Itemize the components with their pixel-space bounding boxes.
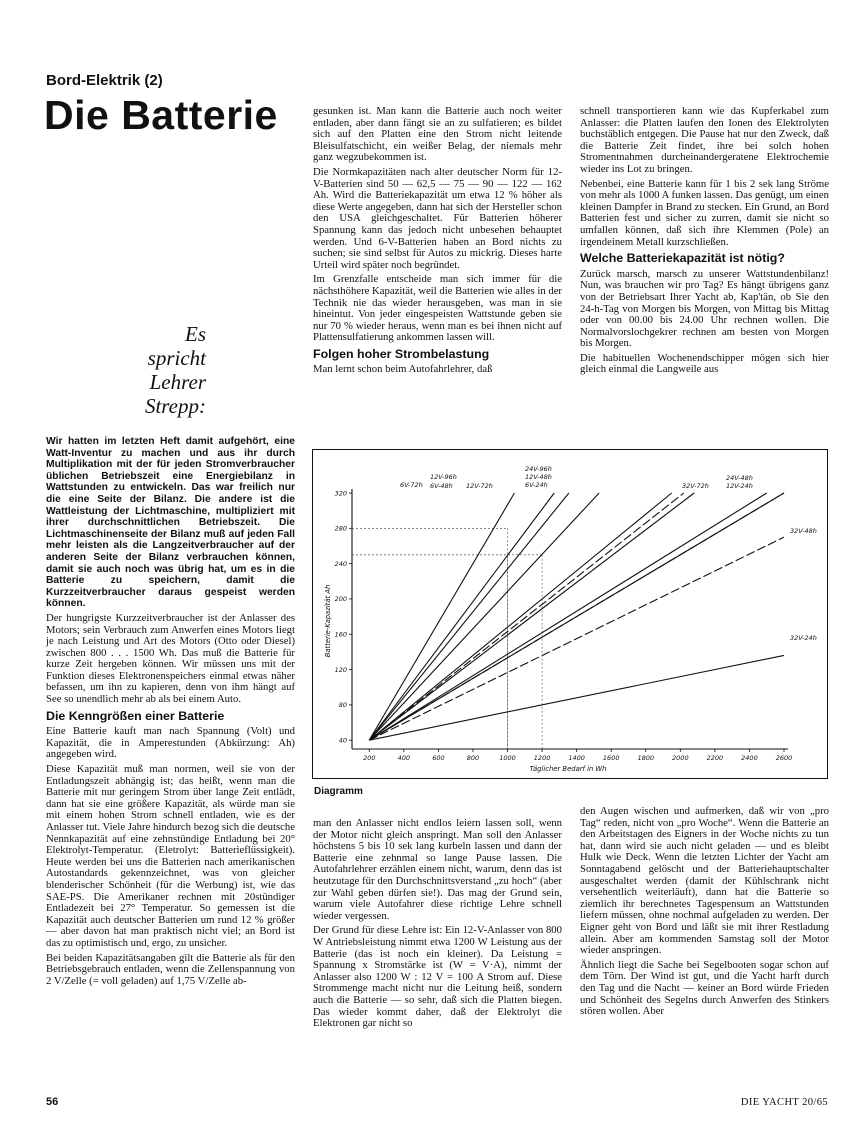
series-label: 24V-96h: [525, 465, 552, 473]
subheading: Welche Batteriekapazität ist nötig?: [580, 251, 785, 266]
series-label: 24V-48h: [726, 474, 753, 482]
pull-quote-line: Strepp:: [144, 394, 206, 418]
paragraph: Ähnlich liegt die Sache bei Segelbooten sogar schon auf dem Törn. Der Wind ist gut, und die Yacht harft durch den Tag und die Nacht — keiner an Bord würde Frieden und Schönheit des Segelns durch Anwerfen des Stinkers stören wollen. Aber: [580, 958, 829, 1018]
paragraph: schnell transportieren kann wie das Kupferkabel zum Anlasser: die Platten laufen den Ionen des Elektrolyten buchstäblich entgegen. Die Pause hat nur den Zweck, daß die Batterie Zeit findet, ihre bei solch hohen Stromentnahmen durcheinandergeratene Elektrochemie wieder ins Lot zu bringen.: [580, 105, 829, 175]
x-tick-label: 1600: [602, 754, 620, 762]
paragraph: gesunken ist. Man kann die Batterie auch noch weiter entladen, aber dann fängt sie an zu sulfatieren; es bildet sich auf den Platten eine den Strom nicht leitende Bleisulfatschicht, ein weißer Belag, der niemals mehr ganz wegzubekommen ist.: [313, 105, 562, 164]
series-label: 32V-72h: [682, 482, 709, 490]
column-1: [46, 436, 295, 990]
series-label: 12V-48h: [525, 473, 552, 481]
pull-quote-line: Es: [185, 322, 206, 346]
paragraph: Zurück marsch, marsch zu unserer Wattstundenbilanz! Nun, was brauchen wir pro Tag? Es hängt übrigens ganz von der Betriebsart Ihrer Yacht ab, Kap'tän, ob Sie den 24-h-Tag von Morgen bis Morgen, von Mittag bis Mittag oder von 00.00 bis 24.00 Uhr rechnen wollen. Die Normalvorslochgekrer rechnen am besten von Morgen bis Morgen.: [580, 267, 829, 350]
y-tick-label: 240: [334, 559, 347, 568]
series-label: 12V-96h: [430, 473, 457, 481]
paragraph: Eine Batterie kauft man nach Spannung (Volt) und Kapazität, die in Amperestunden (Abkürzung: Ah) angegeben wird.: [46, 725, 295, 761]
series-label: 32V-24h: [790, 634, 817, 642]
x-tick-label: 1800: [637, 754, 655, 762]
paragraph: Im Grenzfalle entscheide man sich immer für die nächsthöhere Kapazität, weil die Batterien wie alles in der Technik nie das wieder herausgeben, was man in sie hineintut. Von jeder eingespeisten Wattstunde geben sie nur 70 % wieder heraus, wenn man es bei ihnen nicht auf Plattensulfatierung ankommen lassen will.: [313, 273, 562, 344]
battery-capacity-chart: [312, 449, 828, 779]
publication-footer: DIE YACHT 20/65: [740, 1097, 828, 1108]
x-axis-label: Täglicher Bedarf in Wh: [529, 765, 607, 773]
series-label: 6V-48h: [430, 482, 453, 490]
y-tick-label: 120: [334, 665, 347, 674]
x-tick-label: 400: [397, 754, 411, 762]
y-tick-label: 200: [334, 595, 347, 604]
subheading: Folgen hoher Strombelastung: [313, 346, 490, 361]
x-tick-label: 2200: [706, 754, 724, 762]
series-label: 12V-24h: [726, 482, 753, 490]
paragraph: den Augen wischen und aufmerken, daß wir von „pro Tag“ reden, nicht von „pro Woche“. Wenn die Batterie an den Arbeitstagen des Eigners in der Woche nichts zu tun hat, dann wird sie auch nicht geladen — und es bleibt Hulk wie Deck. Wenn die letzten Lichter der Yacht am Sonntagabend gelöscht und der Batteriehauptschalter ausgeschaltet werden (damit der Kühlschrank nicht versehentlich weiterläuft), dann hat die Batterie so ziemlich ihr berechnetes Tagespensum an Wattstunden liefern müssen, ohne nochmal aufgeladen zu werden. Der Eigner geht von Bord und läßt sie mit ihrer Restladung allein. Aber am kommenden Samstag soll der Motor wieder anspringen.: [580, 805, 829, 957]
series-label: 12V-72h: [466, 482, 493, 490]
paragraph: Der hungrigste Kurzzeitverbraucher ist der Anlasser des Motors; sein Verbrauch zum Anwerfen eines Motors liegt je nach Leistung und Art des Motors (Otto oder Diesel) zwischen 800 . . . 1500 Wh. Das muß die Batterie für kurze Zeit hergeben können. Wir müssen uns mit der Funktion dieses Elektronenspeichers einmal etwas näher befassen, um ihn zu kapieren, denn von ihm hängt auf See so unendlich mehr ab als bei einem Auto.: [46, 611, 295, 706]
y-tick-label: 320: [334, 489, 347, 498]
x-tick-label: 200: [363, 754, 376, 762]
y-axis-label: Batterie-Kapazität Ah: [324, 584, 332, 658]
series-label: 32V-48h: [790, 527, 817, 535]
x-tick-label: 1400: [568, 754, 585, 762]
column-3: [580, 106, 829, 379]
section-kicker: Bord-Elektrik (2): [46, 72, 163, 89]
paragraph: Bei beiden Kapazitätsangaben gilt die Batterie als für den Betriebsgebrauch entladen, wenn die Zellenspannung von 2 V/Zelle (= voll geladen) auf 1,75 V/Zelle ab-: [46, 951, 295, 987]
subheading: Die Kenngrößen einer Batterie: [46, 708, 225, 723]
chart-frame: [313, 450, 828, 779]
y-tick-label: 160: [334, 630, 347, 639]
figure-caption: Diagramm: [314, 786, 363, 797]
paragraph: Man lernt schon beim Autofahrlehrer, daß: [313, 363, 493, 376]
paragraph: Die Normkapazitäten nach alter deutscher Norm für 12-V-Batterien sind 50 — 62,5 — 75 — 90 — 122 — 162 Ah. Wird die Batteriekapazität um etwa 12 % höher als diese Werte angegeben, dann hat sich der Hersteller schon den USA gleichgeschaltet. Für Batterien höherer Spannung kann das jedoch nicht unbesehen behauptet werden. Und 6-V-Batterien haben an Bord nichts zu suchen; sie sind selbst für Autos zu mickrig. Dieses harte Urteil wird später noch begründet.: [313, 165, 562, 271]
page-number: 56: [46, 1096, 59, 1108]
series-label: 6V-24h: [525, 481, 548, 489]
pull-quote: [134, 322, 206, 418]
paragraph: Diese Kapazität muß man normen, weil sie von der Entladungszeit abhängig ist; das heißt, wenn man die Batterie mit nur geringem Strom über lange Zeit entlädt, dann hat sie eine größere Kapazität, als würde man sie mit einem hohen Strom schnell entladen, wie es der Anlasser tut. Viele Jahre hindurch bezog sich die deutsche Nennkapazität auf eine zehnstündige Entladung bei 20° Elektrolyt-Temperatur. (Eletrolyt: Batterieflüssigkeit). Heute werden bei uns die Batterien nach amerikanischen Autostandards gekennzeichnet, was von gleicher blenderischer Schönheit (für die Werbung) ist, wie das SAE-PS. Die Amerikaner rechnen mit 20stündiger Entladezeit bei 27° Temperatur. So gemessen ist die Kapazität auch deutscher Batterien um rund 12 % größer — aber davon hat man praktisch nicht viel; an Bord ist das zu optimistisch und, ergo, zu unsicher.: [46, 763, 295, 949]
article-title: Die Batterie: [44, 92, 278, 138]
paragraph: man den Anlasser nicht endlos leiern lassen soll, wenn der Motor nicht gleich anspringt. Man soll den Anlasser höchstens 5 bis 10 sek lang kurbeln lassen und dann der Batterie eine zehnmal so lange Pause lassen. Die Autofahrlehrer erzählen einem nicht, warum, denn das ist heutzutage für den Durchschnittsverstand „zu hoch“ (aber zur Wahl geben dürfen sie!). Das mag der Grund sein, warum viele Autofahrer diese richtige Lehre schnell wieder vergessen.: [313, 817, 562, 922]
x-tick-label: 1000: [499, 754, 516, 762]
y-tick-label: 80: [338, 701, 347, 710]
column-2-continued: [313, 818, 562, 1033]
x-tick-label: 1200: [533, 754, 551, 762]
y-tick-label: 40: [338, 736, 347, 745]
column-2: [313, 106, 562, 379]
column-3-continued: [580, 806, 829, 1021]
paragraph: Nebenbei, eine Batterie kann für 1 bis 2 sek lang Ströme von mehr als 1000 A funken lassen. Das genügt, um einen kleinen Dampfer in Brand zu stecken. Ein Grund, an Bord Batterien fest und sicher zu zurren, damit sie nicht so umfallen können, daß sich ihre Klemmen (Pole) an irgendeinem Metall kurzschließen.: [580, 177, 830, 248]
lead-paragraph: Wir hatten im letzten Heft damit aufgehört, eine Watt-Inventur zu machen und aus ihr durch Multiplikation mit der für jeden Stromverbraucher üblichen Betriebszeit eine Energiebilanz in Wattstunden zu entwickeln. Das war freilich nur die eine Seite der Bilanz. Die andere ist die Wattleistung der Lichtmaschine, multipliziert mit ihrer durchschnittlichen Betriebszeit. Die Lichtmaschinenseite der Bilanz muß auf jeden Fall mehr leisten als die Langzeitverbraucher auf der anderen Seite der Bilanz verbrauchen können, damit sie auch noch was übrig hat, um es in die Batterie zu speichern, damit die Kurzzeitverbraucher daraus gespeist werden können.: [46, 436, 295, 610]
x-tick-label: 2000: [672, 754, 689, 762]
pull-quote-line: Lehrer: [149, 370, 206, 394]
pull-quote-line: spricht: [147, 346, 206, 370]
y-tick-label: 280: [334, 524, 347, 533]
paragraph: Die habituellen Wochenendschipper mögen sich hier gleich einmal die Langweile aus: [580, 351, 829, 376]
paragraph: Der Grund für diese Lehre ist: Ein 12-V-Anlasser von 800 W Antriebsleistung nimmt etwa 1200 W Leistung aus der Batterie (das ist noch ein kleiner). Da Leistung = Spannung x Stromstärke ist (W = V·A), nimmt der Anlasser also 1200 W : 12 V = 100 A Strom auf. Diese Strommenge macht nicht nur die Leitung heiß, sondern auch die Batterie — so sehr, daß sich die Platten biegen. Das wieder kommt daher, daß der Elektrolyt die Elektronen gar nicht so: [313, 924, 562, 1030]
series-label: 6V-72h: [400, 481, 423, 489]
x-tick-label: 2400: [741, 754, 758, 762]
x-tick-label: 800: [466, 754, 480, 762]
x-tick-label: 2600: [775, 754, 793, 762]
x-tick-label: 600: [432, 754, 445, 762]
